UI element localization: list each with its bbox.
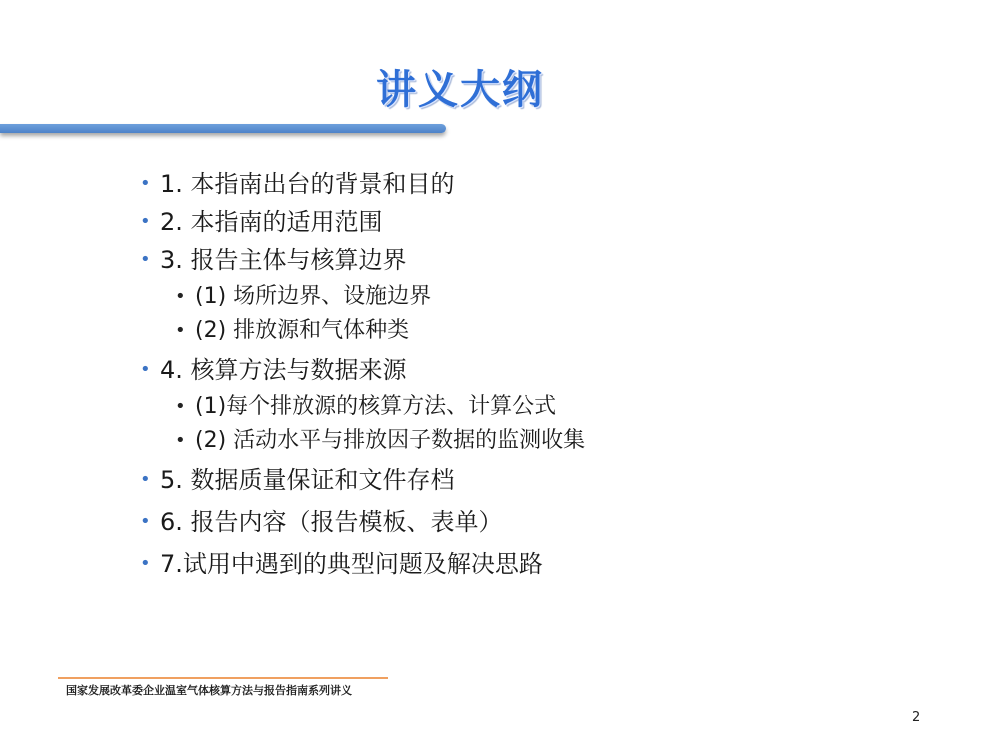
bullet: •	[140, 173, 151, 194]
bullet: •	[175, 320, 186, 341]
outline-item	[140, 548, 960, 586]
bullet: •	[140, 249, 151, 270]
footer-text: 国家发展改革委企业温室气体核算方法与报告指南系列讲义	[66, 684, 352, 697]
outline-item-text: 3. 报告主体与核算边界	[160, 246, 407, 274]
outline-item	[140, 464, 960, 502]
outline-subitem-text: (1) 场所边界、设施边界	[195, 284, 432, 309]
outline-subitem	[175, 316, 960, 350]
bullet: •	[140, 469, 151, 490]
outline-item-text: 4. 核算方法与数据来源	[160, 356, 407, 384]
outline-subitem-text: (1)每个排放源的核算方法、计算公式	[195, 394, 557, 419]
slide-title: 讲义大纲	[376, 67, 544, 113]
bullet: •	[140, 211, 151, 232]
outline-subitem	[175, 282, 960, 316]
outline-subitem-text: (2) 排放源和气体种类	[195, 318, 410, 343]
footer-divider	[58, 677, 388, 679]
bullet: •	[140, 553, 151, 574]
page-number: 2	[912, 710, 921, 725]
outline-subitem-text: (2) 活动水平与排放因子数据的监测收集	[195, 428, 586, 453]
bullet: •	[175, 286, 186, 307]
outline-item-text: 2. 本指南的适用范围	[160, 208, 383, 236]
title-underline	[0, 124, 446, 133]
bullet: •	[140, 511, 151, 532]
bullet: •	[175, 430, 186, 451]
bullet: •	[175, 396, 186, 417]
outline-item	[140, 354, 960, 392]
outline-list	[140, 168, 960, 586]
bullet: •	[140, 359, 151, 380]
outline-item-text: 6. 报告内容（报告模板、表单）	[160, 508, 503, 536]
outline-subitem	[175, 426, 960, 460]
outline-item-text: 1. 本指南出台的背景和目的	[160, 170, 455, 198]
outline-item-text: 5. 数据质量保证和文件存档	[160, 466, 455, 494]
outline-item-text: 7.试用中遇到的典型问题及解决思路	[160, 550, 543, 578]
outline-item	[140, 168, 960, 206]
outline-subitem	[175, 392, 960, 426]
outline-item	[140, 244, 960, 282]
outline-item	[140, 206, 960, 244]
outline-item	[140, 506, 960, 544]
